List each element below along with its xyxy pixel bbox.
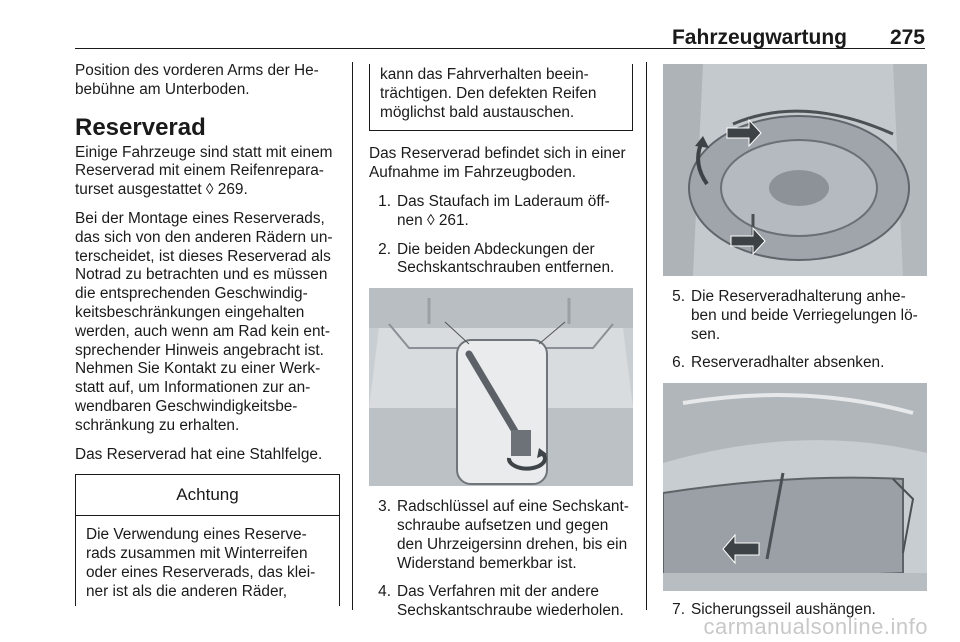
column-1: [75, 62, 340, 606]
step-number: 5.: [672, 288, 685, 305]
step-text: Das Verfahren mit der andere Sechskantschraube wiederholen.: [397, 583, 624, 620]
spare-wheel-location: Das Reserverad befindet sich in einer Aufnahme im Fahrzeugboden.: [369, 145, 626, 182]
step-text: Radschlüssel auf eine Sechskant-schraube aufsetzen und gegen den Uhrzeigersinn drehen, bis ein Widerstand bemerkbar ist.: [397, 498, 629, 572]
step-item: [369, 193, 633, 231]
column-divider-1: [352, 62, 353, 610]
warning-text: Die Verwendung eines Reserve-rads zusammen mit Winterreifen oder eines Reserverads, das klei-ner ist als die anderen Räder,: [86, 526, 316, 600]
step-number: 6.: [672, 354, 685, 372]
step-item: [369, 241, 633, 279]
step-number: 2.: [378, 240, 391, 258]
section-title: Fahrzeugwartung: [671, 26, 847, 49]
illustration-wheel-wrench: [369, 288, 633, 486]
intro-paragraph: Position des vorderen Arms der He-bebühne am Unterboden.: [75, 62, 319, 98]
step-number: 4.: [378, 583, 391, 601]
column-3: [663, 64, 927, 630]
warning-box-continued: [369, 64, 633, 131]
step-item: [663, 354, 927, 373]
column-2: [369, 64, 633, 631]
step-item: [663, 288, 927, 344]
paragraph-emergency-wheel: Bei der Montage eines Reserverads, das sich von den anderen Rädern un-terscheidet, ist dieses Reserverad als Notrad zu betrachten und es müssen die entsprechenden Geschwindig-keitsbeschränkungen eingehalten werden, auch wenn am Rad kein ent-sprechender Hinweis angebracht ist. Nehmen Sie Kontakt zu einer Werk-statt auf, um Informationen zur an-wendbaren Geschwindigkeitsbe-schränkung zu erhalten.: [75, 209, 333, 434]
step-text: Die beiden Abdeckungen der Sechskantschrauben entfernen.: [397, 240, 615, 277]
heading-reserverad: Reserverad: [75, 113, 206, 141]
page-header: [75, 26, 925, 49]
illustration-spare-wheel-holder: [663, 64, 927, 276]
page-number: 275: [889, 26, 925, 49]
step-text: Das Staufach im Laderaum öff-nen ◊ 261.: [397, 192, 610, 229]
watermark: carmanualsonline.info: [703, 614, 928, 639]
warning-continued-text: kann das Fahrverhalten beein-trächtigen. Den defekten Reifen möglichst bald austauschen.: [380, 66, 597, 121]
paragraph-steel-rim: Das Reserverad hat eine Stahlfelge.: [75, 445, 323, 463]
column-divider-2: [646, 62, 647, 610]
paragraph-repair-kit: Einige Fahrzeuge sind statt mit einem Reserverad mit einem Reifenrepara-turset ausgestattet ◊ 269.: [75, 143, 333, 199]
step-item: [369, 498, 633, 573]
step-text: Sicherungsseil aushängen.: [691, 601, 876, 619]
step-number: 7.: [672, 601, 685, 619]
step-text: Die Reserveradhalterung anhe-ben und beide Verriegelungen lö-sen.: [691, 288, 918, 343]
illustration-safety-cable: [663, 383, 927, 591]
step-text: Reserveradhalter absenken.: [691, 354, 885, 372]
step-number: 3.: [378, 498, 391, 516]
step-item: [369, 583, 633, 621]
step-number: 1.: [378, 192, 391, 210]
warning-box: [75, 474, 340, 605]
warning-title: Achtung: [76, 475, 339, 516]
